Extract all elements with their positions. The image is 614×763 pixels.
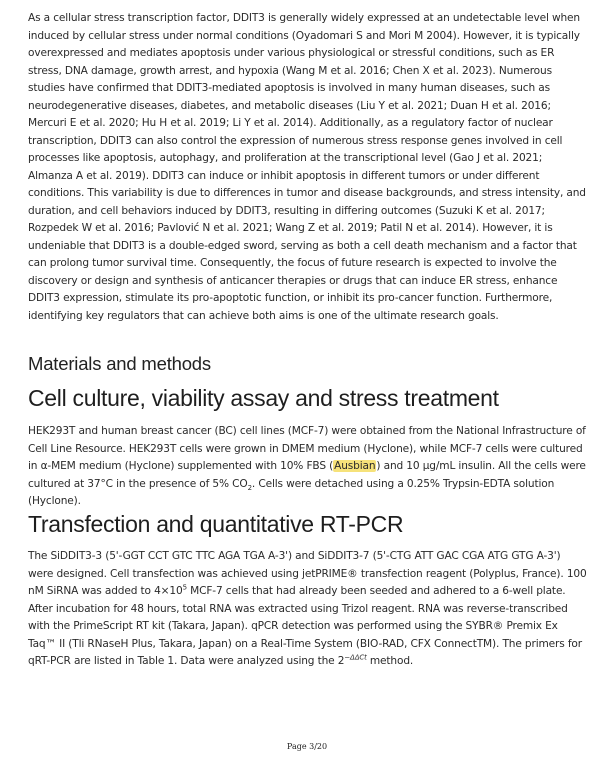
cell-culture-text-a: HEK293T and human breast cancer (BC) cell lines (MCF-7) were obtained from the National Infrastructure of Cell Line Resource. HEK293T cells were grown in DMEM medium (Hyclone), while MCF-7 cells were cultured in α-MEM medium (Hyclone) supplemented with 10% FBS ( [28, 425, 586, 472]
intro-paragraph: As a cellular stress transcription factor, DDIT3 is generally widely expressed at an undetectable level when induced by cellular stress under normal conditions (Oyadomari S and Mori M 2004). However, it is typically overexpressed and mediates apoptosis under various physiological or stressful conditions, such as ER stress, DNA damage, growth arrest, and hypoxia (Wang M et al. 2016; Chen X et al. 2023). Numerous studies have confirmed that DDIT3-mediated apoptosis is involved in many human diseases, such as neurodegenerative diseases, diabetes, and metabolic diseases (Liu Y et al. 2021; Duan H et al. 2016; Mercuri E et al. 2020; Hu H et al. 2019; Li Y et al. 2014). Additionally, as a regulatory factor of nuclear transcription, DDIT3 can also control the expression of numerous stress response genes involved in cell processes like apoptosis, autophagy, and proliferation at the transcriptional level (Gao J et al. 2021; Almanza A et al. 2019). DDIT3 can induce or inhibit apoptosis in different tumors or under different conditions. This variability is due to differences in tumor and disease backgrounds, and stress intensity, and duration, and cell behaviors induced by DDIT3, resulting in differing outcomes (Suzuki K et al. 2017; Rozpedek W et al. 2016; Pavlović N et al. 2021; Wang Z et al. 2019; Patil N et al. 2014). However, it is undeniable that DDIT3 is a double-edged sword, serving as both a cell death mechanism and a factor that can prolong tumor survival time. Consequently, the focus of future research is expected to involve the discovery or design and synthesis of anticancer therapies or drugs that can induce ER stress, enhance DDIT3 expression, stimulate its pro-apoptotic function, or inhibit its pro-cancer function. Furthermore, identifying key regulators that can achieve both aims is one of the ultimate research goals. [28, 12, 586, 322]
section-heading-materials-methods: Materials and methods [28, 353, 211, 374]
cell-culture-text-b: ) and 10 μg/mL insulin. All the cells were cultured at 37°C in the presence of 5% CO [28, 460, 586, 490]
subheading-transfection: Transfection and quantitative RT-PCR [28, 511, 404, 537]
exponent-5: 5 [182, 583, 187, 592]
cell-culture-text-c: . Cells were detached using a 0.25% Trypsin-EDTA solution (Hyclone). [28, 477, 555, 507]
transfection-text-b: MCF-7 cells that had already been seeded and adhered to a 6-well plate. After incubation for 48 hours, total RNA was extracted using Trizol reagent. RNA was reverse-transcribed with the PrimeScript RT kit (Takara, Japan). qPCR detection was performed using the SYBR® Premix Ex Taq™ II (Tli RNaseH Plus, Takara, Japan) on a Real-Time System (BIO-RAD, CFX ConnectTM). The primers for qRT-PCR are listed in Table 1. Data were analyzed using the 2 [28, 585, 582, 667]
cell-culture-paragraph [28, 423, 588, 511]
transfection-text-a: The SiDDIT3-3 (5'-GGT CCT GTC TTC AGA TGA A-3') and SiDDIT3-7 (5'-CTG ATT GAC CGA ATG GTG A-3') were designed. Cell transfection was achieved using jetPRIME® transfection reagent (Polyplus, France). 100 nM SiRNA was added to 4×10 [28, 550, 587, 597]
highlighted-term: Ausbian [334, 460, 376, 472]
exponent-ddct: −ΔΔCt [344, 653, 367, 662]
co2-subscript: 2 [247, 483, 252, 492]
transfection-text-c: method. [366, 655, 414, 667]
transfection-paragraph [28, 548, 588, 671]
page-number: Page 3/20 [286, 742, 328, 751]
subheading-cell-culture: Cell culture, viability assay and stress treatment [28, 385, 499, 411]
